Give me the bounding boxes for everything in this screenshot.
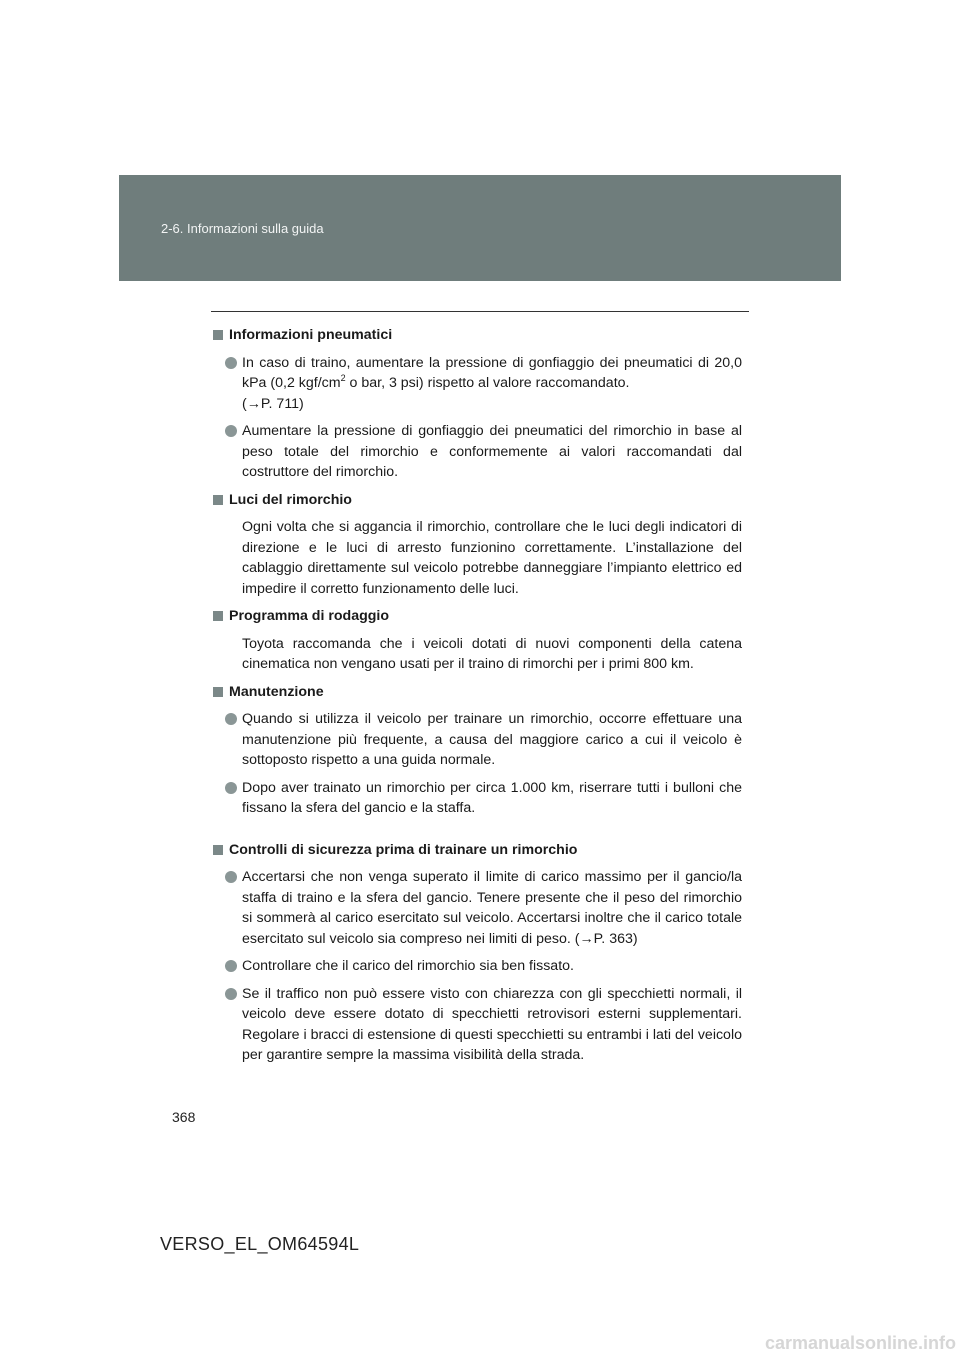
page-content — [212, 325, 742, 1073]
bullet-item — [212, 353, 742, 415]
bullet-text: Controllare che il carico del rimorchio sia ben fissato. — [242, 958, 574, 974]
bullet-item — [212, 867, 742, 949]
heading-tyres — [212, 325, 742, 346]
heading-text: Informazioni pneumatici — [229, 327, 393, 343]
square-bullet-icon — [213, 687, 223, 697]
heading-lights — [212, 490, 742, 511]
bullet-text: Se il traffico non può essere visto con chiarezza con gli specchietti normali, il veicolo deve essere dotato di specchietti retrovisori esterni supplementari. Regolare i bracci di estensione di questi specchietti su entrambi i lati del veicolo per garantire sempre la massima visibilità della strada. — [242, 985, 742, 1063]
page-reference: (→P. 711) — [242, 395, 304, 412]
round-bullet-icon — [225, 357, 237, 369]
square-bullet-icon — [213, 611, 223, 621]
bullet-item — [212, 709, 742, 771]
square-bullet-icon — [213, 330, 223, 340]
heading-text: Manutenzione — [229, 683, 324, 700]
round-bullet-icon — [225, 713, 237, 725]
heading-maintenance — [212, 682, 742, 703]
superscript: 2 — [340, 373, 346, 383]
square-bullet-icon — [213, 495, 223, 505]
watermark: carmanualsonline.info — [764, 1333, 956, 1353]
bullet-text: Aumentare la pressione di gonfiaggio dei pneumatici del rimorchio in base al peso totale del rimorchio e conformemente ai valori raccomandati dal costruttore del rimorchio. — [242, 423, 742, 480]
round-bullet-icon — [225, 960, 237, 972]
bullet-text: o bar, 3 psi) rispetto al valore raccomandato. — [345, 375, 630, 391]
bullet-item — [212, 421, 742, 483]
bullet-item — [212, 778, 742, 819]
paragraph: Toyota raccomanda che i veicoli dotati di nuovi componenti della catena cinematica non vengano usati per il traino di rimorchi per i primi 800 km. — [242, 635, 742, 672]
bullet-item — [212, 984, 742, 1066]
page-number: 368 — [172, 1109, 196, 1125]
heading-breakin — [212, 606, 742, 627]
heading-text: Luci del rimorchio — [229, 491, 352, 508]
bullet-text: Dopo aver trainato un rimorchio per circa 1.000 km, riserrare tutti i bulloni che fissano la sfera del gancio e la staffa. — [242, 779, 742, 816]
document-code: VERSO_EL_OM64594L — [160, 1234, 360, 1254]
section-title: 2-6. Informazioni sulla guida — [161, 221, 324, 236]
square-bullet-icon — [213, 845, 223, 855]
heading-checks — [212, 840, 742, 861]
divider — [211, 311, 749, 312]
bullet-text: Accertarsi che non venga superato il limite di carico massimo per il gancio/la staffa di traino e la sfera del gancio. Tenere presente che il peso del rimorchio si sommerà al carico esercitato sul veicolo. Accertarsi inoltre che il carico totale esercitato sul veicolo sia compreso nei limiti di peso. (→P. 363) — [242, 869, 742, 947]
bullet-text: Quando si utilizza il veicolo per trainare un rimorchio, occorre effettuare una manutenzione più frequente, a causa del maggiore carico a cui il veicolo è sottoposto rispetto a una guida normale. — [242, 711, 742, 768]
heading-text: Programma di rodaggio — [229, 608, 390, 624]
round-bullet-icon — [225, 782, 237, 794]
header-band — [119, 175, 841, 281]
round-bullet-icon — [225, 871, 237, 883]
heading-text: Controlli di sicurezza prima di trainare un rimorchio — [229, 841, 578, 858]
paragraph: Ogni volta che si aggancia il rimorchio, controllare che le luci degli indicatori di direzione e le luci di arresto funzionino correttamente. L’installazione del cablaggio direttamente sul veicolo potrebbe danneggiare l’impianto elettrico ed impedire il corretto funzionamento delle luci. — [242, 519, 742, 597]
bullet-text: In caso di traino, aumentare la pressione di gonfiaggio dei pneumatici di 20,0 kPa (0,2 kgf/cm — [242, 354, 742, 391]
bullet-item — [212, 956, 742, 977]
round-bullet-icon — [225, 988, 237, 1000]
round-bullet-icon — [225, 425, 237, 437]
